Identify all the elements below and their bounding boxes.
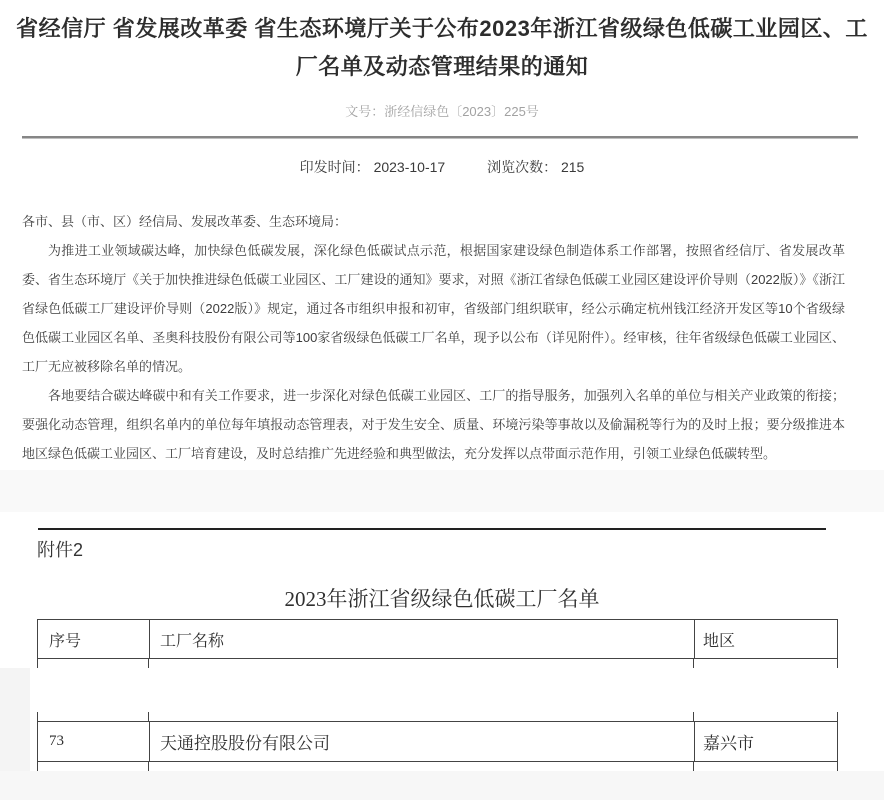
views-count-value: 215 xyxy=(560,159,585,175)
table-row-partial-below xyxy=(37,762,838,771)
table-row-73 xyxy=(37,721,838,762)
attachment-label: 附件2 xyxy=(37,540,84,560)
print-date-value: 2023-10-17 xyxy=(373,159,446,175)
partial-cell xyxy=(148,659,693,668)
row-cell-region: 嘉兴市 xyxy=(694,722,837,761)
row-cell-factory-name: 天通控股股份有限公司 xyxy=(149,722,694,761)
header-cell-seq: 序号 xyxy=(49,632,82,650)
print-date-label: 印发时间： xyxy=(299,159,370,175)
page-title-line-1: 省经信厅 省发展改革委 省生态环境厅关于公布2023年浙江省级绿色低碳工业园区、工 xyxy=(16,16,868,41)
table-row-partial-above xyxy=(37,712,838,721)
page-title-line-2: 厂名单及动态管理结果的通知 xyxy=(295,54,589,79)
partial-cell xyxy=(148,712,693,721)
page-title xyxy=(0,10,884,86)
partial-cell xyxy=(693,712,837,721)
partial-cell xyxy=(38,712,148,721)
row-cell-seq: 73 xyxy=(49,733,64,749)
salutation: 各市、县（市、区）经信局、发展改革委、生态环境局： xyxy=(22,214,348,229)
factory-table-header-piece xyxy=(37,619,838,668)
paragraph-1: 为推进工业领域碳达峰，加快绿色低碳发展，深化绿色低碳试点示范，根据国家建设绿色制造体系工作部署，按照省经信厅、省发展改革委、省生态环境厅《关于加快推进绿色低碳工业园区、工厂建设的通知》要求，对照《浙江省绿色低碳工业园区建设评价导则（2022版）》《浙江省绿色低碳工厂建设评价导则（2022版）》规定，通过各市组织申报和初审，省级部门组织联审，经公示确定杭州钱江经济开发区等10个省级绿色低碳工业园区名单、圣奥科技股份有限公司等100家省级绿色低碳工厂名单，现予以公布（详见附件）。经审核，往年省级绿色低碳工业园区、工厂无应被移除名单的情况。 xyxy=(22,243,845,374)
notice-body xyxy=(22,207,845,468)
partial-cell xyxy=(38,762,148,771)
header-cell-factory-name: 工厂名称 xyxy=(149,620,694,658)
attachment-divider xyxy=(38,528,826,530)
screenshot-stitch-left-strip xyxy=(0,668,30,771)
header-divider xyxy=(22,136,858,139)
table-row-partial-top xyxy=(37,659,838,668)
table-header-row xyxy=(37,619,838,659)
header-cell-region: 地区 xyxy=(694,620,837,658)
screenshot-stitch-band xyxy=(0,470,884,512)
bottom-stitch-band xyxy=(0,771,884,800)
views-count-label: 浏览次数： xyxy=(487,159,558,175)
partial-cell xyxy=(38,659,148,668)
partial-cell xyxy=(148,762,693,771)
meta-row xyxy=(0,157,884,177)
partial-cell xyxy=(693,762,837,771)
doc-number: 文号：浙经信绿色〔2023〕225号 xyxy=(345,104,539,119)
paragraph-2: 各地要结合碳达峰碳中和有关工作要求，进一步深化对绿色低碳工业园区、工厂的指导服务，加强列入名单的单位与相关产业政策的衔接；要强化动态管理，组织名单内的单位每年填报动态管理表，对于发生安全、质量、环境污染等事故以及偷漏税等行为的及时上报；要分级推进本地区绿色低碳工业园区、工厂培育建设，及时总结推广先进经验和典型做法，充分发挥以点带面示范作用，引领工业绿色低碳转型。 xyxy=(22,388,845,461)
factory-table-row-piece xyxy=(37,712,838,771)
table-title: 2023年浙江省级绿色低碳工厂名单 xyxy=(284,587,600,611)
partial-cell xyxy=(693,659,837,668)
